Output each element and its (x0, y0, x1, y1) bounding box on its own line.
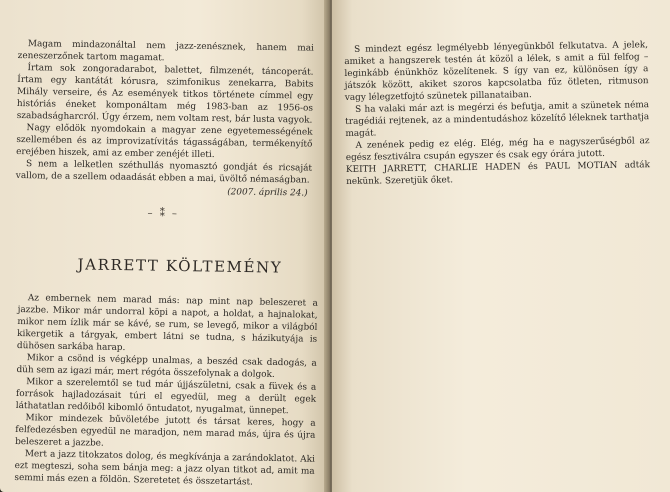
paragraph-3: Nagy elődök nyomdokain a magyar zene egyetemességének szellemében és az improvizatívitás tágasságában, termékenyítő erejében hiszek, ami az ember zenéjét illeti. (16, 123, 313, 161)
right-page-text-block (344, 39, 650, 188)
paragraph-2: Írtam sok zongoradarabot, balettet, filmzenét, táncoperát. Írtam egy kantátát kórusra, szimfonikus zenekarra, Babits Mihály verseire, és Az események titkos története címmel egy históriás éneket komponáltam még 1983-ban az 1956-os szabadságharcról. Úgy érzem, nem voltam rest, bár lusta vagyok. (16, 63, 314, 126)
right-paragraph-2: S ha valaki már azt is megérzi és befutja, amit a szünetek néma tragédiái rejtenek, az a mindentudáshoz közelítő léleknek tarthatja magát. (345, 100, 650, 139)
credits-line: KEITH JARRETT, CHARLIE HADEN és PAUL MOTIAN adták nekünk. Szeretjük őket. (345, 160, 651, 187)
poem-paragraph-5: Mert a jazz titokzatos dolog, és megkívánja a zarándoklatot. Aki ezt megteszi, soha sem bánja meg: a jazz olyan titkot ad, amit ma semmi más ezen a földön. Szeretetet és összetartást. (14, 449, 315, 488)
section-ornament: – ⁑ – (147, 208, 180, 220)
poem-paragraph-4: Mikor mindezek bűvöletébe jutott és társat keres, hogy a felfedezésben egyedül ne maradjon, nem marad más, újra és újra beleszeret a jazzbe. (15, 413, 316, 449)
left-page-text-block (15, 38, 314, 224)
poem-paragraph-2: Mikor a csönd is végképp unalmas, a beszéd csak dadogás, a düh sem az igazi már, mert régóta összefolynak a dolgok. (16, 353, 317, 380)
poem-text-block (14, 292, 318, 490)
left-page (0, 0, 328, 492)
right-paragraph-3: A zenének pedig ez elég. Elég, még ha e nagyszerűségből az egész fesztiválra csupán egyszer és csak egy órára jutott. (345, 136, 650, 163)
paragraph-1: Magam mindazonáltal nem jazz-zenésznek, hanem mai zeneszerzőnek tartom magamat. (17, 39, 314, 64)
paragraph-4: S nem a lelketlen széthullás nyomasztó gondját és ricsaját vallom, de a szellem odaadását ebben a mai, üvöltő némaságban. (15, 159, 313, 186)
date-line: (2007. április 24.) (227, 187, 308, 199)
chapter-heading: JARRETT KÖLTEMÉNY (77, 255, 283, 277)
right-page (332, 0, 670, 492)
poem-paragraph-1: Az embernek nem marad más: nap mint nap beleszeret a jazzbe. Mikor már undorral köpi a napot, a holdat, a hajnalokat, mikor nem ízlik már se kávé, se rum, se levegő, mikor a világból kikergetik a tárgyak, embert látni se tudna, s házikutyája is dühösen sarkába harap. (16, 293, 318, 354)
poem-paragraph-3: Mikor a szerelemtől se tud már újjászületni, csak a füvek és a források hajladozásait túri el egyedül, meg a derült egek láthatatlan redőiből kibomló öntudatot, nyugalmat, ünnepet. (15, 377, 317, 417)
right-paragraph-1: S mindezt egész legmélyebb lényegünkből felkutatva. A jelek, amiket a hangszerek testén át közöl a lélek, s amit a fül felfog – leginkább énünkhöz közelítenek. S így van ez, különösen így a játszók között, akiket szoros kapcsolatba fűz ötleten, ritmuson vagy lélegzetfojtó szünetek pillanataiban. (344, 40, 649, 103)
